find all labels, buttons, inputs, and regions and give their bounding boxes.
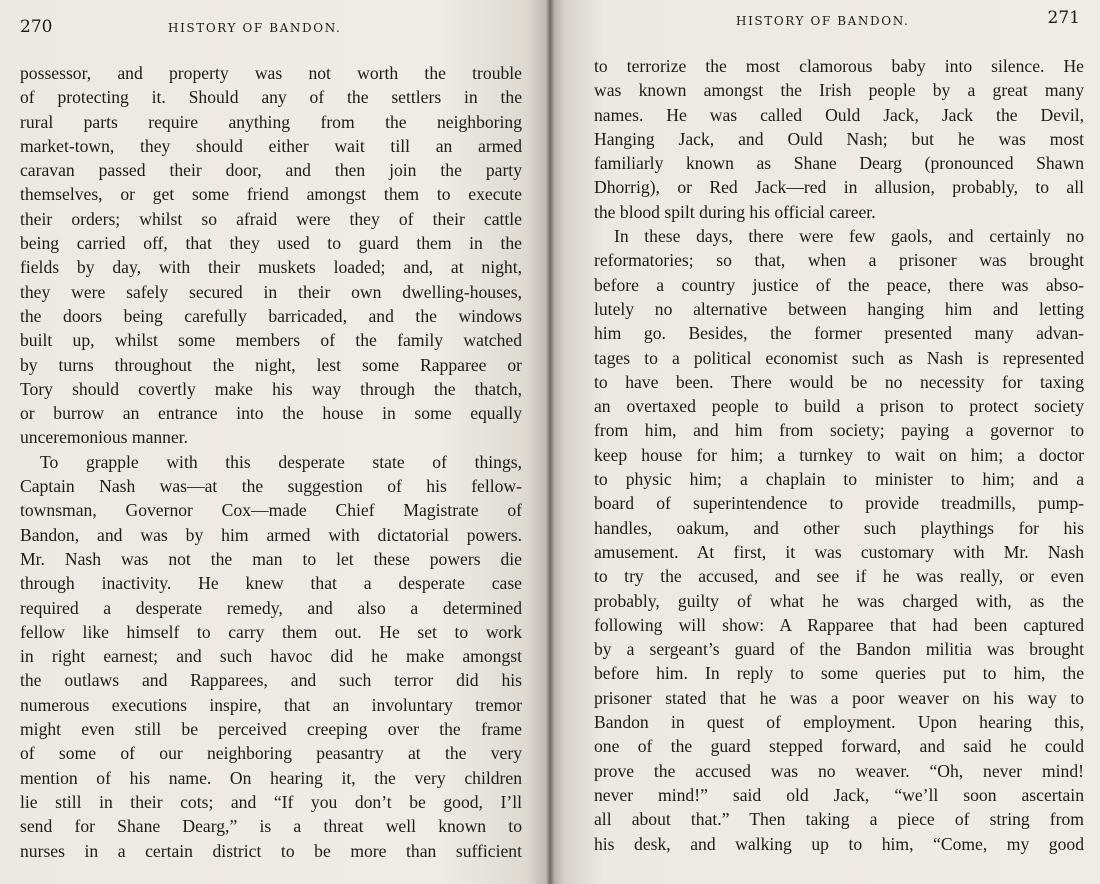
text-line: the blood spilt during his official career. [594, 201, 876, 222]
text-line: mention of his name. On hearing it, the very children [20, 767, 522, 788]
text-line: Bandon in quest of employment. Upon hearing this, [594, 712, 1084, 733]
text-line: market-town, they should either wait till an armed [20, 135, 522, 156]
text-line: following will show: A Rapparee that had been captured [594, 614, 1084, 635]
text-line: in right earnest; and such havoc did he make amongst [20, 646, 522, 667]
text-line: was known amongst the Irish people by a great many [594, 80, 1084, 101]
text-line: Bandon, and was by him armed with dictatorial powers. [20, 524, 522, 545]
left-page-number: 270 [20, 17, 53, 37]
text-line: before a country justice of the peace, there was abso- [594, 274, 1084, 295]
text-line: to have been. There would be no necessity for taxing [594, 371, 1084, 392]
text-line: lie still in their cots; and “If you don’t be good, I’ll [20, 791, 522, 812]
text-line: probably, guilty of what he was charged with, as the [594, 590, 1084, 611]
right-body-text [594, 54, 1084, 856]
left-running-title: HISTORY OF BANDON. [168, 21, 342, 35]
text-line: To grapple with this desperate state of things, [40, 451, 522, 472]
text-line: to physic him; a chaplain to minister to him; and a [594, 469, 1084, 490]
text-line: nurses in a certain district to be more than sufficient [20, 840, 522, 861]
text-line: fields by day, with their muskets loaded; and, at night, [20, 257, 522, 278]
text-line: keep house for him; a turnkey to wait on him; a doctor [594, 444, 1084, 465]
text-line: rural parts require anything from the neighboring [20, 111, 522, 132]
text-line: Hanging Jack, and Ould Nash; but he was most [594, 128, 1084, 149]
text-line: board of superintendence to provide treadmills, pump- [594, 493, 1084, 514]
text-line: to try the accused, and see if he was really, or even [594, 566, 1084, 587]
text-line: him go. Besides, the former presented many advan- [594, 323, 1084, 344]
text-line: reformatories; so that, when a prisoner was brought [594, 250, 1084, 271]
text-line: before him. In reply to some queries put to him, the [594, 663, 1084, 684]
left-page [0, 0, 548, 884]
text-line: amusement. At first, it was customary with Mr. Nash [594, 541, 1084, 562]
text-line: Tory should covertly make his way through the thatch, [20, 378, 522, 399]
text-line: In these days, there were few gaols, and certainly no [614, 226, 1084, 247]
text-line: by a sergeant’s guard of the Bandon militia was brought [594, 639, 1084, 660]
text-line: by turns throughout the night, lest some Rapparee or [20, 354, 522, 375]
text-line: send for Shane Dearg,” is a threat well known to [20, 816, 522, 837]
text-line: the outlaws and Rapparees, and such terror did his [20, 670, 522, 691]
right-page [548, 0, 1100, 884]
text-line: numerous executions inspire, that an involuntary tremor [20, 694, 522, 715]
text-line: of protecting it. Should any of the settlers in the [20, 87, 522, 108]
text-line: all about that.” Then taking a piece of string from [594, 809, 1084, 830]
text-line: Captain Nash was—at the suggestion of his fellow- [20, 476, 522, 497]
text-line: familiarly known as Shane Dearg (pronounced Shawn [594, 153, 1084, 174]
left-running-head [20, 0, 522, 44]
text-line: prove the accused was no weaver. “Oh, never mind! [594, 760, 1084, 781]
text-line: lutely no alternative between hanging him and letting [594, 298, 1084, 319]
right-page-number: 271 [1047, 8, 1080, 28]
text-line: their orders; whilst so afraid were they of their cattle [20, 208, 522, 229]
text-line: one of the guard stepped forward, and said he could [594, 736, 1084, 757]
text-line: themselves, or get some friend amongst them to execute [20, 184, 522, 205]
left-body-text [20, 61, 522, 863]
text-line: through inactivity. He knew that a desperate case [20, 573, 522, 594]
book-gutter [546, 0, 554, 884]
text-line: possessor, and property was not worth the trouble [20, 63, 522, 83]
text-line: caravan passed their door, and then join the party [20, 160, 522, 181]
text-line: might even still be perceived creeping over the frame [20, 719, 522, 740]
text-line: built up, whilst some members of the family watched [20, 330, 522, 351]
text-line: being carried off, that they used to guard them in the [20, 233, 522, 254]
text-line: Dhorrig), or Red Jack—red in allusion, probably, to all [594, 177, 1084, 198]
text-line: they were safely secured in their own dwelling-houses, [20, 281, 522, 302]
text-line: tages to a political economist such as Nash is represented [594, 347, 1084, 368]
text-line: handles, oakum, and other such playthings for his [594, 517, 1084, 538]
text-line: of some of our neighboring peasantry at the very [20, 743, 522, 764]
text-line: names. He was called Ould Jack, Jack the Devil, [594, 104, 1084, 125]
text-line: prisoner stated that he was a poor weaver on his way to [594, 687, 1084, 708]
text-line: unceremonious manner. [20, 427, 189, 448]
text-line: fellow like himself to carry them out. He set to work [20, 621, 522, 642]
text-line: never mind!” said old Jack, “we’ll soon ascertain [594, 784, 1084, 805]
text-line: from him, and him from society; paying a governor to [594, 420, 1084, 441]
right-running-head [594, 0, 1084, 44]
text-line: required a desperate remedy, and also a determined [20, 597, 522, 618]
text-line: townsman, Governor Cox—made Chief Magistrate of [20, 500, 522, 521]
right-running-title: HISTORY OF BANDON. [736, 14, 910, 28]
text-line: an overtaxed people to build a prison to protect society [594, 396, 1084, 417]
text-line: or burrow an entrance into the house in some equally [20, 403, 522, 424]
text-line: the doors being carefully barricaded, and the windows [20, 305, 522, 326]
text-line: Mr. Nash was not the man to let these powers die [20, 548, 522, 569]
text-line: to terrorize the most clamorous baby into silence. He [594, 56, 1084, 76]
text-line: his desk, and walking up to him, “Come, my good [594, 833, 1084, 854]
